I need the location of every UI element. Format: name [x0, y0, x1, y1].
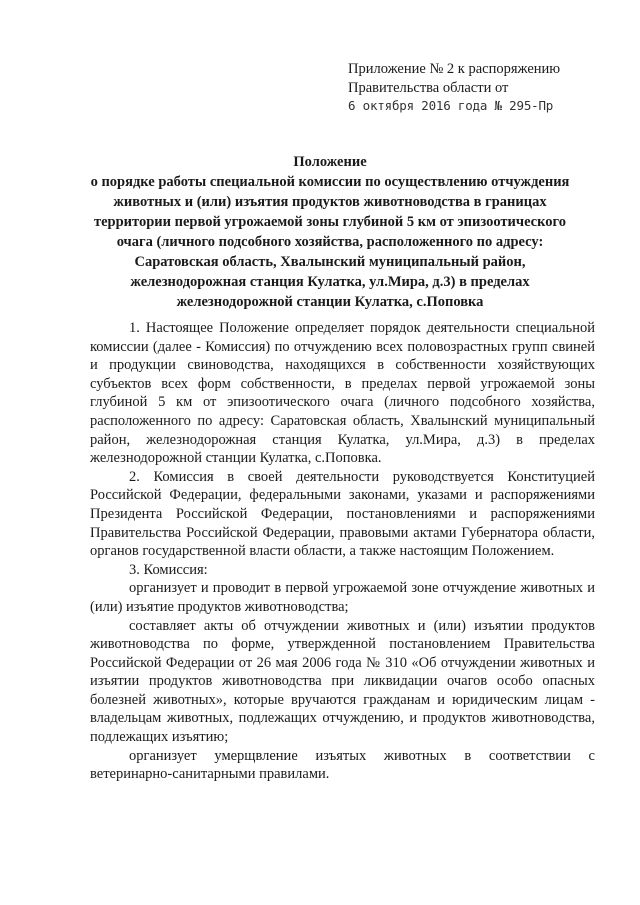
paragraph-3-item-2: составляет акты об отчуждении животных и (или) изъятии продуктов животноводства по форме, утвержденной постановлением Правительства Российской Федерации от 26 мая 2006 года № 310 «Об отчуждении животных и изъятии продуктов животноводства при ликвидации очагов особо опасных болезней животных», которые вручаются гражданам и юридическим лицам - владельцам животных, подлежащих отчуждению, и продуктов животноводства, подлежащих изъятию; — [90, 617, 595, 746]
paragraph-3-item-3: организует умерщвление изъятых животных в соответствии с ветеринарно-санитарными правилами. — [90, 747, 595, 783]
document-title — [60, 152, 600, 312]
paragraph-1: 1. Настоящее Положение определяет порядок деятельности специальной комиссии (далее - Комиссия) по отчуждению всех половозрастных групп свиней и продукции свиноводства, находящихся в собственности хозяйствующих субъектов всех форм собственности, в пределах первой угрожаемой зоны глубиной 5 км от эпизоотического очага (личного подсобного хозяйства, расположенного по адресу: Саратовская область, Хвалынский муниципальный район, железнодорожная станция Кулатка, ул.Мира, д.3) в пределах железнодорожной станции Кулатка, с.Поповка. — [90, 320, 595, 467]
paragraph-3-item-1: организует и проводит в первой угрожаемой зоне отчуждение животных и (или) изъятие продуктов животноводства; — [90, 580, 595, 615]
paragraph-2: 2. Комиссия в своей деятельности руководствуется Конституцией Российской Федерации, федеральными законами, указами и распоряжениями Президента Российской Федерации, постановлениями и распоряжениями Правительства Российской Федерации, правовыми актами Губернатора области, органов государственной власти области, а также настоящим Положением. — [90, 468, 595, 560]
title-line: железнодорожной станции Кулатка, с.Поповка — [176, 294, 484, 310]
title-heading: Положение — [293, 154, 367, 170]
appendix-line-1: Приложение № 2 к распоряжению — [348, 61, 561, 77]
title-line: животных и (или) изъятия продуктов животноводства в границах — [113, 194, 547, 210]
title-line: о порядке работы специальной комиссии по осуществлению отчуждения — [90, 174, 570, 190]
title-line: железнодорожная станция Кулатка, ул.Мира, д.3) в пределах — [130, 274, 530, 290]
paragraph-3: 3. Комиссия: — [129, 561, 208, 578]
document-body — [90, 319, 595, 784]
title-line: Саратовская область, Хвалынский муниципальный район, — [134, 254, 526, 270]
appendix-header — [348, 60, 618, 116]
appendix-line-2: Правительства области от — [348, 79, 509, 96]
title-line: территории первой угрожаемой зоны глубиной 5 км от эпизоотического — [93, 214, 566, 230]
appendix-date-stamp: 6 октября 2016 года № 295-Пр — [348, 98, 554, 113]
title-line: очага (личного подсобного хозяйства, расположенного по адресу: — [116, 234, 544, 250]
